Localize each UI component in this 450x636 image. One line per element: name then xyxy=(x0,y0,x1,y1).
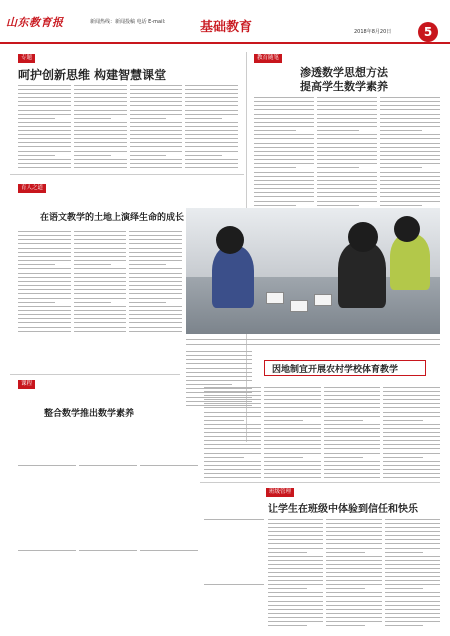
article-body xyxy=(18,424,198,624)
article-tag: 育人之道 xyxy=(18,184,46,193)
text-line xyxy=(186,344,440,345)
article-tag: 专题 xyxy=(18,54,35,63)
math-card xyxy=(290,300,308,312)
article-headline: 渗透数学思想方法 xyxy=(300,66,388,79)
photo-caption xyxy=(186,338,440,346)
hotline-info: 新闻热线：新闻投稿 电话 E-mail: xyxy=(90,19,166,25)
math-card xyxy=(314,294,332,306)
article-body xyxy=(204,490,264,626)
student-head xyxy=(348,222,378,252)
classroom-photo xyxy=(186,208,440,334)
article-body xyxy=(204,386,440,478)
article-body xyxy=(18,84,238,168)
student-head xyxy=(216,226,244,254)
student-figure xyxy=(390,234,430,290)
section-divider xyxy=(10,174,244,175)
article-headline: 整合数学推出数学素养 xyxy=(44,409,135,419)
article-body xyxy=(268,518,440,626)
article-tag: 班级管理 xyxy=(266,488,294,497)
page-number: 5 xyxy=(418,22,438,42)
article-subheadline: 提高学生数学素养 xyxy=(300,80,388,93)
math-card xyxy=(266,292,284,304)
logo-text: 山东教育报 xyxy=(6,16,64,29)
article-headline: 在语文教学的土地上演绎生命的成长 xyxy=(40,213,185,223)
article-headline: 呵护创新思维 构建智慧课堂 xyxy=(18,68,167,82)
section-divider xyxy=(200,482,440,483)
article-tag: 教育随笔 xyxy=(254,54,282,63)
section-title: 基础教育 xyxy=(200,20,253,35)
article-tag: 课程 xyxy=(18,380,35,389)
section-divider xyxy=(10,374,180,375)
article-body xyxy=(18,230,182,332)
newspaper-logo xyxy=(6,14,78,32)
article-body xyxy=(254,96,440,206)
issue-date: 2018年8月20日 xyxy=(354,29,392,35)
article-headline: 让学生在班级中体验到信任和快乐 xyxy=(268,504,418,515)
text-line xyxy=(186,339,440,340)
student-figure xyxy=(212,246,254,308)
article-headline: 因地制宜开展农村学校体育教学 xyxy=(272,365,399,375)
masthead xyxy=(0,0,450,44)
student-head xyxy=(394,216,420,242)
